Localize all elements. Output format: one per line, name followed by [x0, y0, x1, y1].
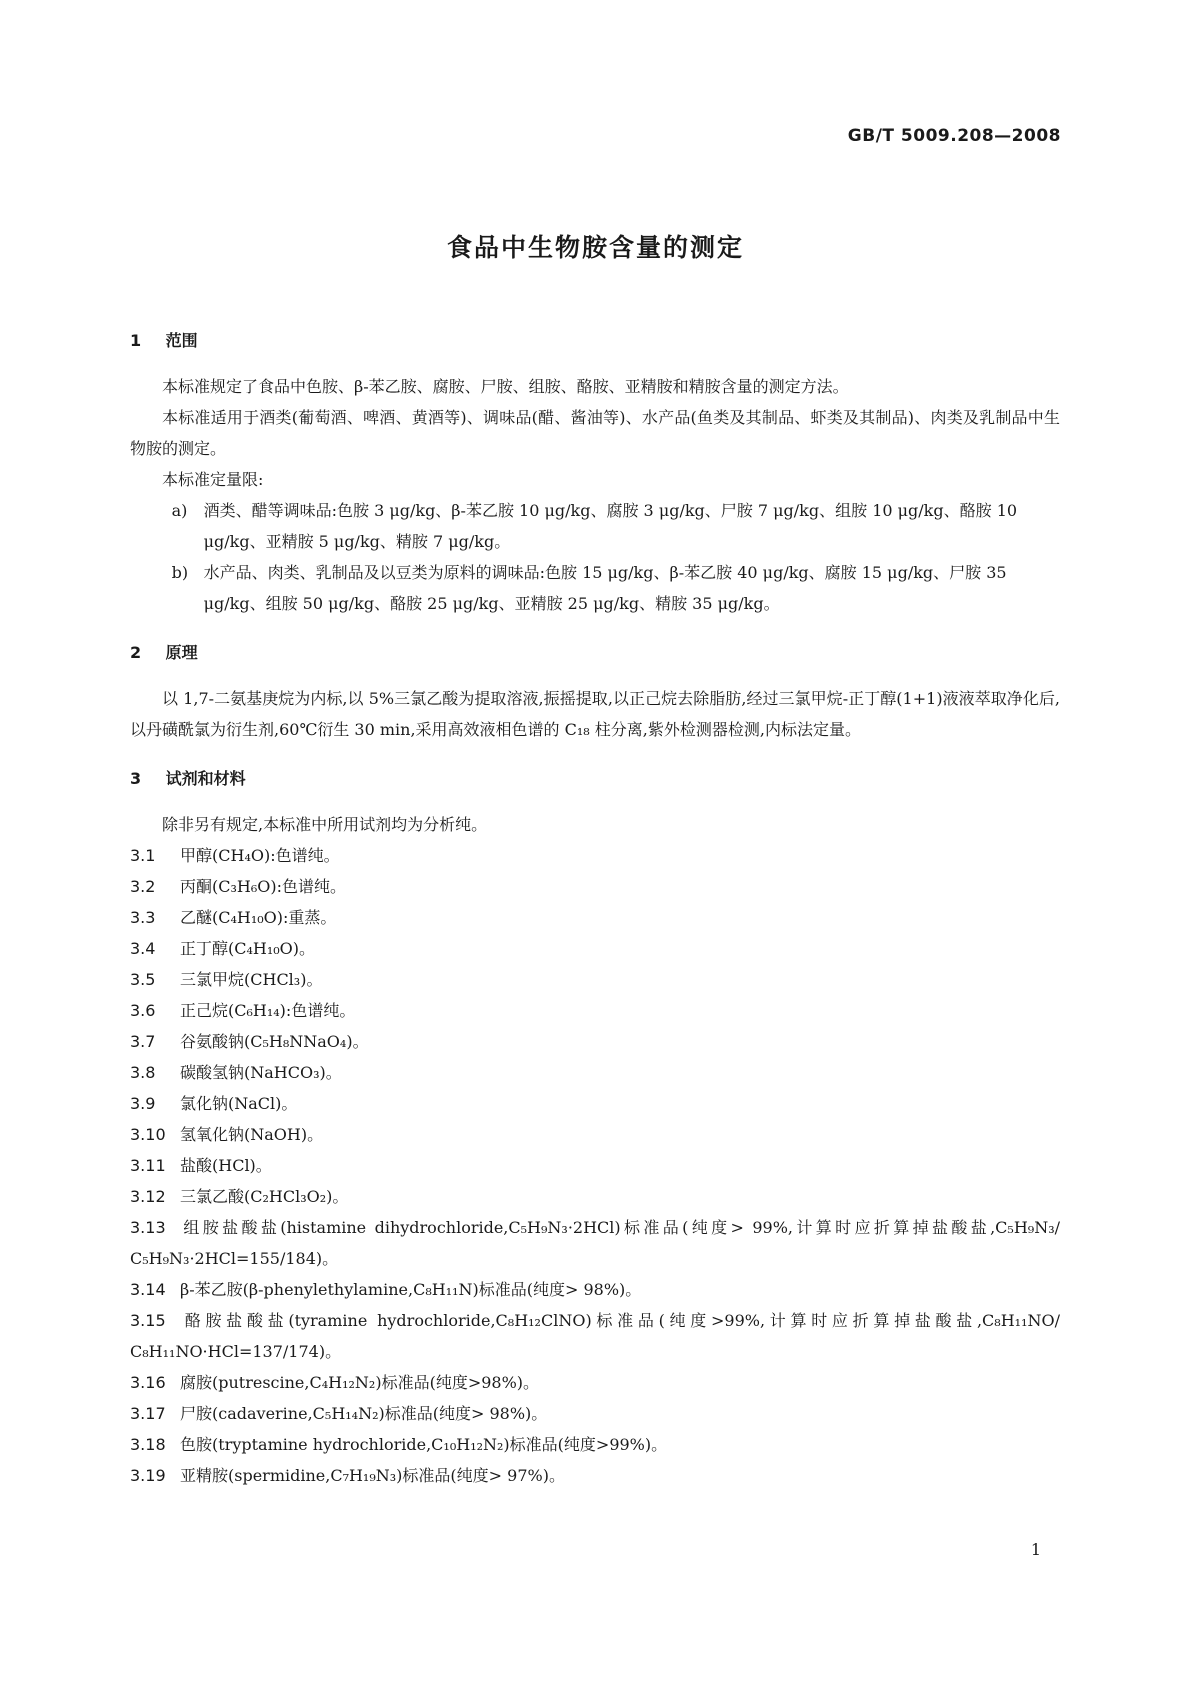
paragraph: 本标准适用于酒类(葡萄酒、啤酒、黄酒等)、调味品(醋、酱油等)、水产品(鱼类及其制品、虾类及其制品)、肉类及乳制品中生物胺的测定。	[130, 408, 1060, 458]
list-item	[130, 902, 1060, 933]
page-number: 1	[1030, 1540, 1041, 1559]
item-text: 酪胺盐酸盐(tyramine hydrochloride,C₈H₁₂ClNO)标准品(纯度>99%,计算时应折算掉盐酸盐,C₈H₁₁NO/ C₈H₁₁NO·HCl=137/174)。	[130, 1311, 1060, 1361]
standard-code: GB/T 5009.208—2008	[847, 126, 1061, 146]
item-text: 氯化钠(NaCl)。	[180, 1094, 298, 1113]
item-text: 亚精胺(spermidine,C₇H₁₉N₃)标准品(纯度> 97%)。	[180, 1466, 565, 1485]
paragraph: 除非另有规定,本标准中所用试剂均为分析纯。	[162, 815, 488, 834]
list-text: 水产品、肉类、乳制品及以豆类为原料的调味品:色胺 15 μg/kg、β-苯乙胺 40 μg/kg、腐胺 15 μg/kg、尸胺 35 μg/kg、组胺 50 μg/kg、酪胺 25 μg/kg、亚精胺 25 μg/kg、精胺 35 μg/kg。	[203, 563, 1007, 613]
list-item	[130, 1150, 1060, 1181]
item-number: 3.12	[130, 1187, 166, 1206]
item-number: 3.8	[130, 1063, 156, 1082]
section-title: 原理	[165, 643, 198, 662]
item-number: 3.1	[130, 846, 156, 865]
item-number: 3.7	[130, 1032, 156, 1051]
item-text: 三氯甲烷(CHCl₃)。	[180, 970, 323, 989]
item-text: 谷氨酸钠(C₅H₈NNaO₄)。	[180, 1032, 369, 1051]
list-item	[130, 1274, 1060, 1305]
item-text: 丙酮(C₃H₆O):色谱纯。	[180, 877, 347, 896]
list-item	[130, 1119, 1060, 1150]
item-number: 3.18	[130, 1435, 166, 1454]
list-marker: b)	[171, 563, 189, 582]
section-title: 范围	[165, 331, 198, 350]
list-item	[130, 1026, 1060, 1057]
item-number: 3.10	[130, 1125, 166, 1144]
section-number: 3	[130, 769, 142, 788]
list-item	[130, 1398, 1060, 1429]
item-number: 3.2	[130, 877, 156, 896]
paragraph: 本标准规定了食品中色胺、β-苯乙胺、腐胺、尸胺、组胺、酪胺、亚精胺和精胺含量的测定方法。	[162, 377, 849, 396]
section-title: 试剂和材料	[165, 769, 246, 788]
list-marker: a)	[171, 501, 188, 520]
list-item	[130, 871, 1060, 902]
list-item	[130, 1212, 1060, 1274]
paragraph: 本标准定量限:	[162, 470, 264, 489]
list-item-a	[172, 495, 1060, 557]
list-item	[130, 1305, 1060, 1367]
list-item	[130, 995, 1060, 1026]
item-number: 3.13	[130, 1218, 166, 1237]
item-number: 3.15	[130, 1311, 166, 1330]
section-heading-reagents	[130, 763, 1060, 795]
item-text: 正己烷(C₆H₁₄):色谱纯。	[180, 1001, 356, 1020]
item-text: 三氯乙酸(C₂HCl₃O₂)。	[180, 1187, 349, 1206]
item-number: 3.9	[130, 1094, 156, 1113]
item-text: β-苯乙胺(β-phenylethylamine,C₈H₁₁N)标准品(纯度> 98%)。	[180, 1280, 642, 1299]
list-text: 酒类、醋等调味品:色胺 3 μg/kg、β-苯乙胺 10 μg/kg、腐胺 3 μg/kg、尸胺 7 μg/kg、组胺 10 μg/kg、酪胺 10 μg/kg、亚精胺 5 μg/kg、精胺 7 μg/kg。	[203, 501, 1018, 551]
item-number: 3.4	[130, 939, 156, 958]
item-number: 3.17	[130, 1404, 166, 1423]
item-text: 组胺盐酸盐(histamine dihydrochloride,C₅H₉N₃·2HCl)标准品(纯度> 99%,计算时应折算掉盐酸盐,C₅H₉N₃/ C₅H₉N₃·2HCl=155/184)。	[130, 1218, 1060, 1268]
item-number: 3.14	[130, 1280, 166, 1299]
document-body	[130, 325, 1060, 1491]
item-number: 3.19	[130, 1466, 166, 1485]
item-text: 正丁醇(C₄H₁₀O)。	[180, 939, 316, 958]
item-text: 腐胺(putrescine,C₄H₁₂N₂)标准品(纯度>98%)。	[180, 1373, 540, 1392]
paragraph: 以 1,7-二氨基庚烷为内标,以 5%三氯乙酸为提取溶液,振摇提取,以正己烷去除脂肪,经过三氯甲烷-正丁醇(1+1)液液萃取净化后,以丹磺酰氯为衍生剂,60℃衍生 30 min,采用高效液相色谱的 C₁₈ 柱分离,紫外检测器检测,内标法定量。	[130, 689, 1060, 739]
page-title: 食品中生物胺含量的测定	[446, 233, 744, 262]
list-item	[130, 1429, 1060, 1460]
item-text: 色胺(tryptamine hydrochloride,C₁₀H₁₂N₂)标准品(纯度>99%)。	[180, 1435, 668, 1454]
list-item	[130, 1057, 1060, 1088]
list-item	[130, 1181, 1060, 1212]
list-item	[130, 1367, 1060, 1398]
item-number: 3.6	[130, 1001, 156, 1020]
item-number: 3.11	[130, 1156, 166, 1175]
item-text: 甲醇(CH₄O):色谱纯。	[180, 846, 340, 865]
list-item	[130, 933, 1060, 964]
item-number: 3.3	[130, 908, 156, 927]
item-text: 乙醚(C₄H₁₀O):重蒸。	[180, 908, 337, 927]
item-text: 氢氧化钠(NaOH)。	[180, 1125, 324, 1144]
section-number: 2	[130, 643, 142, 662]
list-item	[130, 1088, 1060, 1119]
section-heading-principle	[130, 637, 1060, 669]
item-text: 盐酸(HCl)。	[180, 1156, 272, 1175]
item-text: 尸胺(cadaverine,C₅H₁₄N₂)标准品(纯度> 98%)。	[180, 1404, 548, 1423]
item-number: 3.5	[130, 970, 156, 989]
item-number: 3.16	[130, 1373, 166, 1392]
list-item	[130, 1460, 1060, 1491]
section-heading-scope	[130, 325, 1060, 357]
item-text: 碳酸氢钠(NaHCO₃)。	[180, 1063, 342, 1082]
list-item	[130, 840, 1060, 871]
list-item	[130, 964, 1060, 995]
list-item-b	[172, 557, 1060, 619]
section-number: 1	[130, 331, 142, 350]
